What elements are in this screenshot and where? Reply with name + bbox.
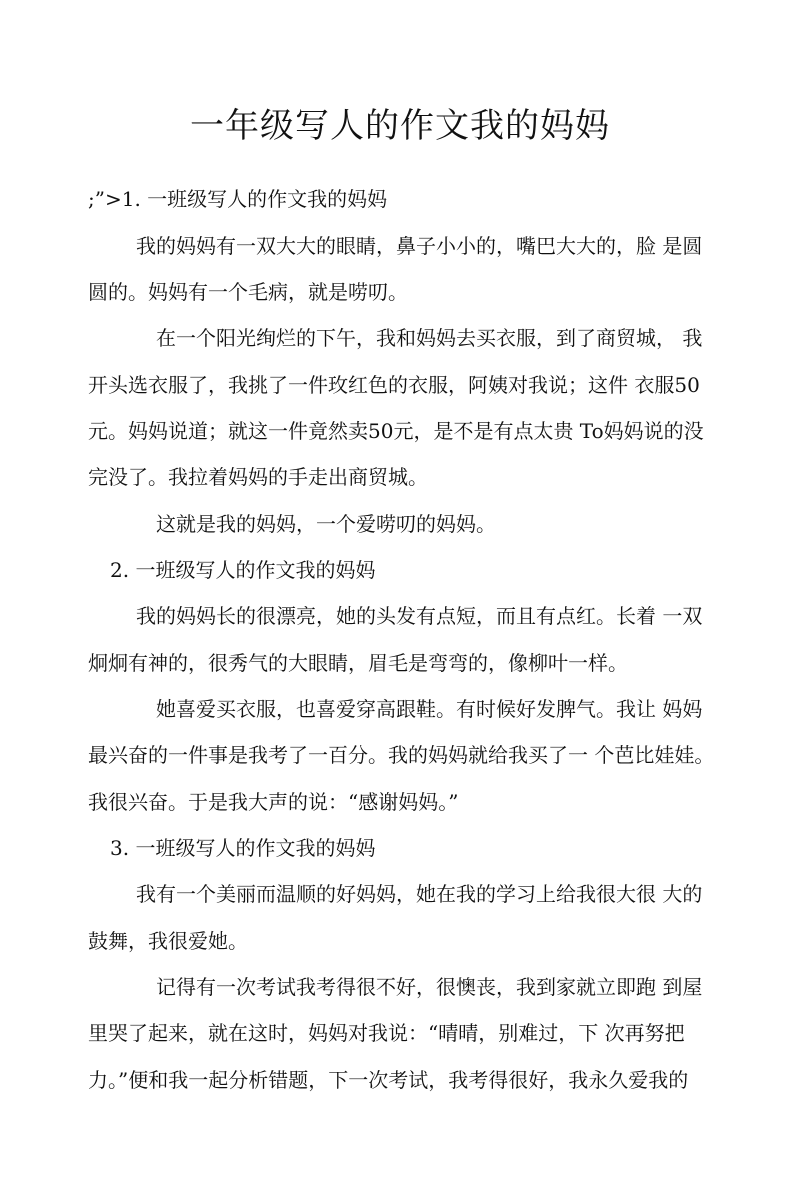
paragraph-line: 我的妈妈长的很漂亮，她的头发有点短，而且有点红。长着 一双 [136, 604, 703, 628]
paragraph-line: 开头选衣服了，我挑了一件玫红色的衣服，阿姨对我说；这件 衣服50 [88, 373, 700, 397]
paragraph-line: 里哭了起来，就在这时，妈妈对我说：“晴晴，别难过，下 次再努把 [88, 1021, 685, 1045]
section-heading-2: 2. 一班级写人的作文我的妈妈 [110, 558, 376, 582]
paragraph-line: 她喜爱买衣服，也喜爱穿高跟鞋。有时候好发脾气。我让 妈妈 [156, 697, 703, 721]
section-heading-3: 3. 一班级写人的作文我的妈妈 [110, 836, 376, 860]
paragraph-line: 记得有一次考试我考得很不好，很懊丧，我到家就立即跑 到屋 [156, 975, 703, 999]
paragraph-line: 我有一个美丽而温顺的好妈妈，她在我的学习上给我很大很 大的 [136, 882, 703, 906]
document-title: 一年级写人的作文我的妈妈 [190, 106, 610, 146]
paragraph-line: 这就是我的妈妈，一个爱唠叨的妈妈。 [156, 512, 496, 536]
paragraph-line: 我很兴奋。于是我大声的说：“感谢妈妈。” [88, 790, 459, 814]
paragraph-line: 力。”便和我一起分析错题，下一次考试，我考得很好，我永久爱我的 [88, 1068, 689, 1092]
paragraph-line: 在一个阳光绚烂的下午，我和妈妈去买衣服，到了商贸城， 我 [156, 326, 703, 350]
paragraph-line: 元。妈妈说道；就这一件竟然卖50元，是不是有点太贵 To妈妈说的没 [88, 419, 704, 443]
paragraph-line: 完没了。我拉着妈妈的手走出商贸城。 [88, 465, 428, 489]
section-heading-1: ;”>1. 一班级写人的作文我的妈妈 [88, 187, 388, 211]
paragraph-line: 最兴奋的一件事是我考了一百分。我的妈妈就给我买了一 个芭比娃娃。 [88, 743, 715, 767]
paragraph-line: 圆的。妈妈有一个毛病，就是唠叨。 [88, 280, 408, 304]
paragraph-line: 炯炯有神的，很秀气的大眼睛，眉毛是弯弯的，像柳叶一样。 [88, 651, 628, 675]
paragraph-line: 我的妈妈有一双大大的眼睛，鼻子小小的，嘴巴大大的，脸 是圆 [136, 234, 703, 258]
paragraph-line: 鼓舞，我很爱她。 [88, 929, 248, 953]
